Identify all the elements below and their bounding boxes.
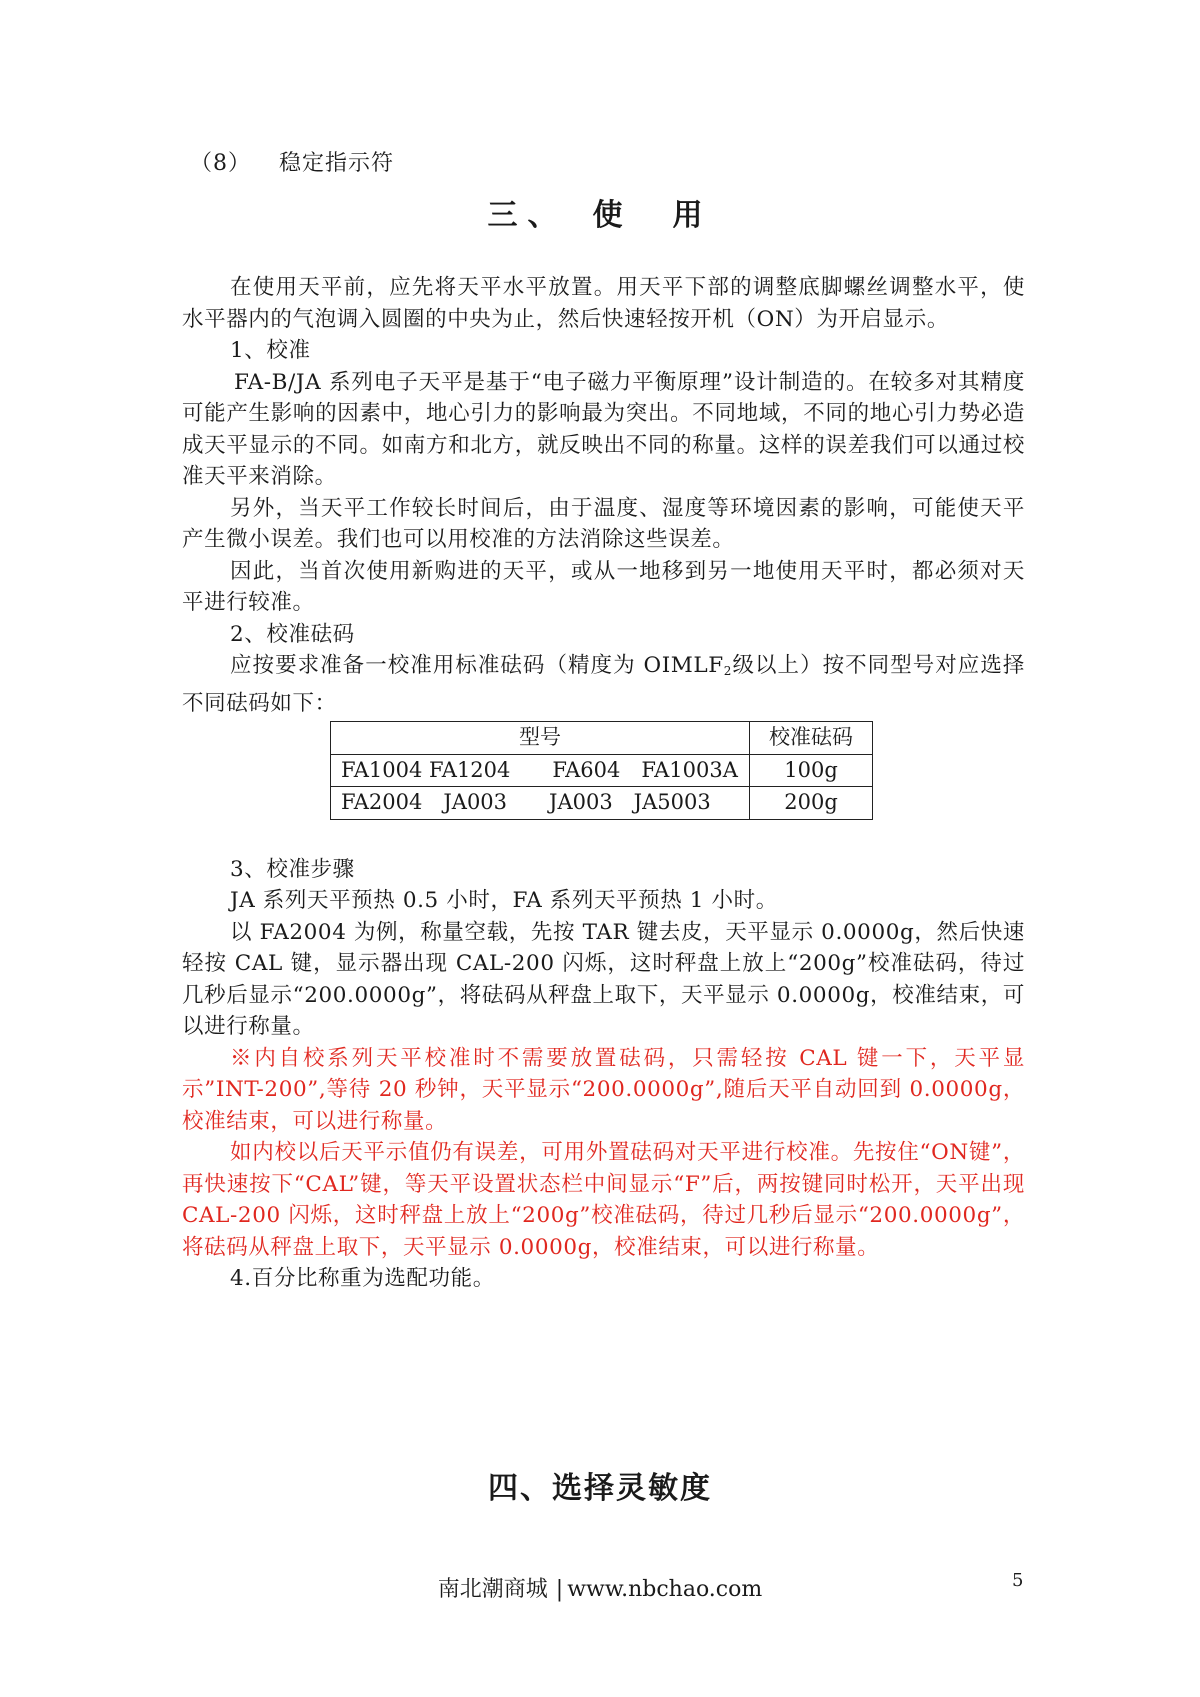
preheat-paragraph: JA 系列天平预热 0.5 小时，FA 系列天平预热 1 小时。: [230, 888, 778, 913]
steps-paragraph: 以 FA2004 为例，称量空载，先按 TAR 键去皮，天平显示 0.0000g，然后快速轻按 CAL 键，显示器出现 CAL-200 闪烁，这时秤盘上放上“200g”校准砝码，待过几秒后显示“200.0000g”，将砝码从秤盘上取下，天平显示 0.0000g，校准结束，可以进行称量。: [182, 919, 1025, 1039]
footer-url[interactable]: www.nbchao.com: [567, 1577, 763, 1602]
table-cell-weight: 100g: [750, 754, 873, 787]
footer-site-name: 南北潮商城: [437, 1577, 548, 1602]
footer-separator: |: [555, 1577, 564, 1602]
intro-paragraph: 在使用天平前，应先将天平水平放置。用天平下部的调整底脚螺丝调整水平，使水平器内的气泡调入圆圈的中央为止，然后快速轻按开机（ON）为开启显示。: [182, 275, 1025, 332]
internal-calibration-note: ※内自校系列天平校准时不需要放置砝码，只需轻按 CAL 键一下，天平显示”INT-200”,等待 20 秒钟，天平显示“200.0000g”,随后天平自动回到 0.0000g，校准结束，可以进行称量。: [182, 1045, 1025, 1134]
weights-table: [330, 721, 873, 820]
subheading-calibration: 1、校准: [230, 338, 311, 363]
weights-text-after: 级以上）按不同型号对应选择不同砝码如下：: [182, 653, 1025, 716]
list-item-number: （8）: [190, 151, 251, 176]
weights-text-before: 应按要求准备一校准用标准砝码（精度为 OIMLF: [230, 653, 724, 678]
weights-paragraph: [182, 650, 1025, 719]
list-item-8: [190, 146, 394, 177]
calibration-paragraph-1: FA-B/JA 系列电子天平是基于“电子磁力平衡原理”设计制造的。在较多对其精度可能产生影响的因素中，地心引力的影响最为突出。不同地域，不同的地心引力势必造成天平显示的不同。如南方和北方，就反映出不同的称量。这样的误差我们可以通过校准天平来消除。: [182, 369, 1025, 489]
table-header-model: 型号: [331, 722, 750, 755]
calibration-paragraph-2: 另外，当天平工作较长时间后，由于温度、湿度等环境因素的影响，可能使天平产生微小误差。我们也可以用校准的方法消除这些误差。: [182, 495, 1025, 552]
table-cell-weight: 200g: [750, 787, 873, 820]
section-3-title: 三、 使 用: [487, 198, 713, 233]
section-4-title: 四、选择灵敏度: [488, 1471, 712, 1506]
weights-subscript: 2: [723, 664, 733, 678]
section-3-body: [182, 272, 1025, 1295]
table-cell-models: FA2004 JA003 JA003 JA5003: [331, 787, 750, 820]
table-row: [331, 754, 873, 787]
calibration-paragraph-3: 因此，当首次使用新购进的天平，或从一地移到另一地使用天平时，都必须对天平进行较准。: [182, 558, 1025, 615]
table-header-row: [331, 722, 873, 755]
external-calibration-note: 如内校以后天平示值仍有误差，可用外置砝码对天平进行校准。先按住“ON键”，再快速按下“CAL”键，等天平设置状态栏中间显示“F”后，两按键同时松开，天平出现 CAL-200 闪烁，这时秤盘上放上“200g”校准砝码，待过几秒后显示“200.0000g”，将砝码从秤盘上取下，天平显示 0.0000g，校准结束，可以进行称量。: [182, 1140, 1025, 1260]
percentage-weighing-note: 4.百分比称重为选配功能。: [230, 1266, 495, 1291]
table-cell-models: FA1004 FA1204 FA604 FA1003A: [331, 754, 750, 787]
table-header-weight: 校准砝码: [750, 722, 873, 755]
subheading-calibration-weights: 2、校准砝码: [230, 621, 355, 647]
list-item-text: 稳定指示符: [279, 151, 395, 176]
page-number: 5: [1012, 1570, 1024, 1591]
subheading-calibration-steps: 3、校准步骤: [230, 856, 355, 882]
table-row: [331, 787, 873, 820]
